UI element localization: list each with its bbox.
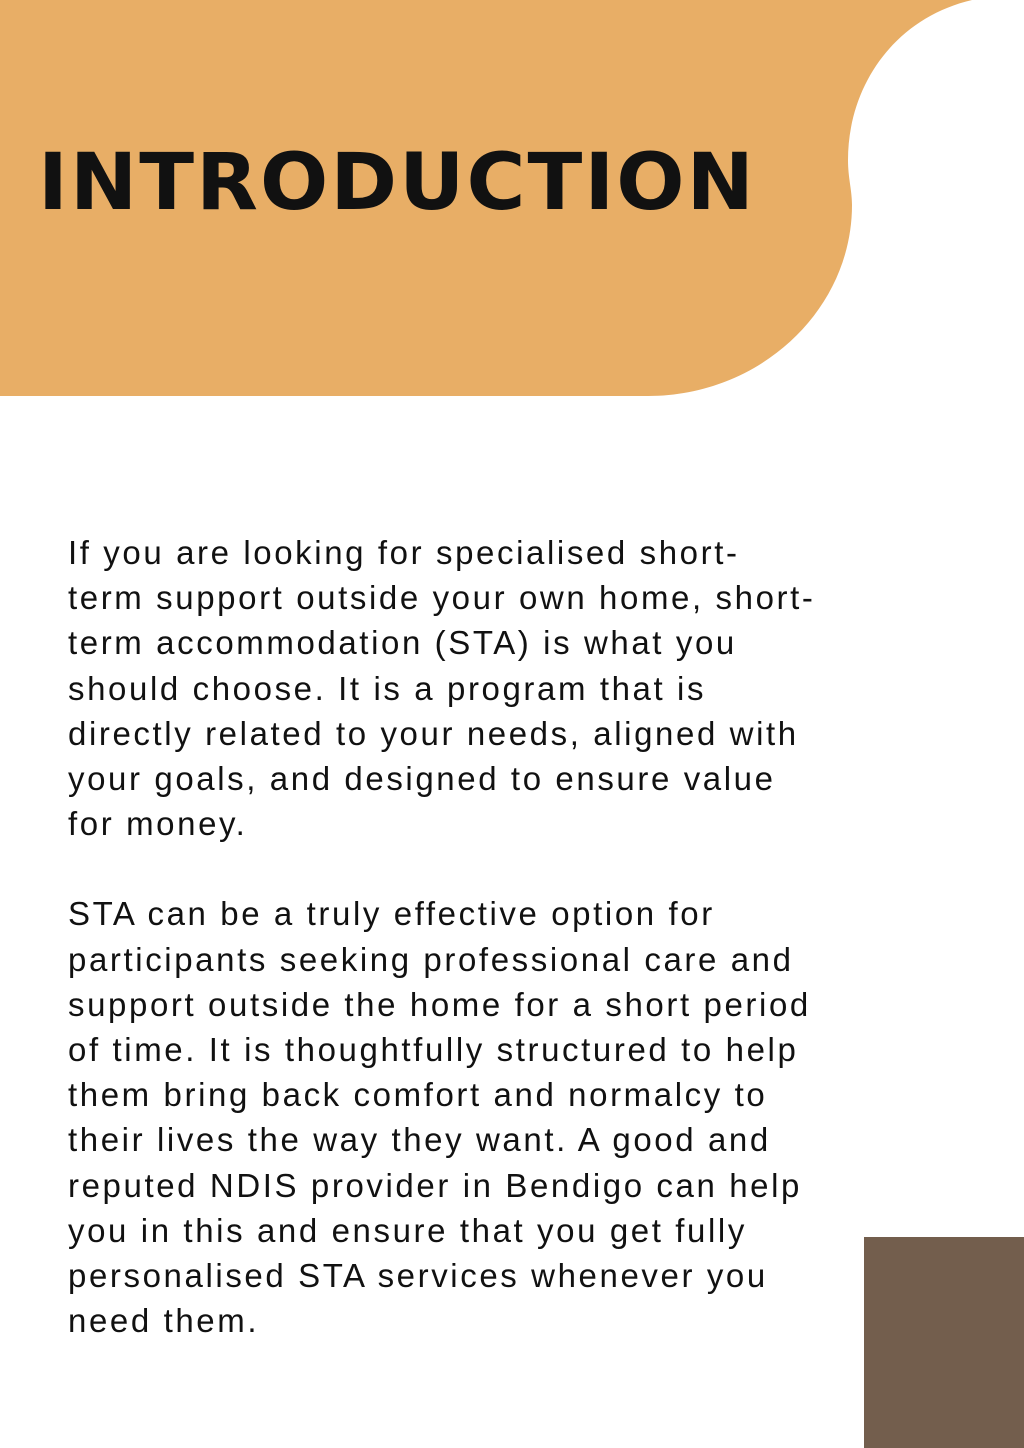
corner-block: [864, 1237, 1024, 1448]
page-title: INTRODUCTION: [38, 138, 756, 228]
sta-paragraph: STA can be a truly effective option for participants seeking professional care and support outside the home for a short period of time. It is thoughtfully structured to help them bring back comfort and normalcy to their lives the way they want. A good and reputed NDIS provider in Bendigo can help you in this and ensure that you get fully personalised STA services whenever you need them.: [68, 895, 811, 1340]
intro-paragraph: If you are looking for specialised short- term support outside your own home, short- term accommodation (STA) is what you should choose. It is a program that is directly related to your needs, aligned with your goals, and designed to ensure value for money.: [68, 534, 816, 843]
body-text: [68, 530, 948, 1343]
